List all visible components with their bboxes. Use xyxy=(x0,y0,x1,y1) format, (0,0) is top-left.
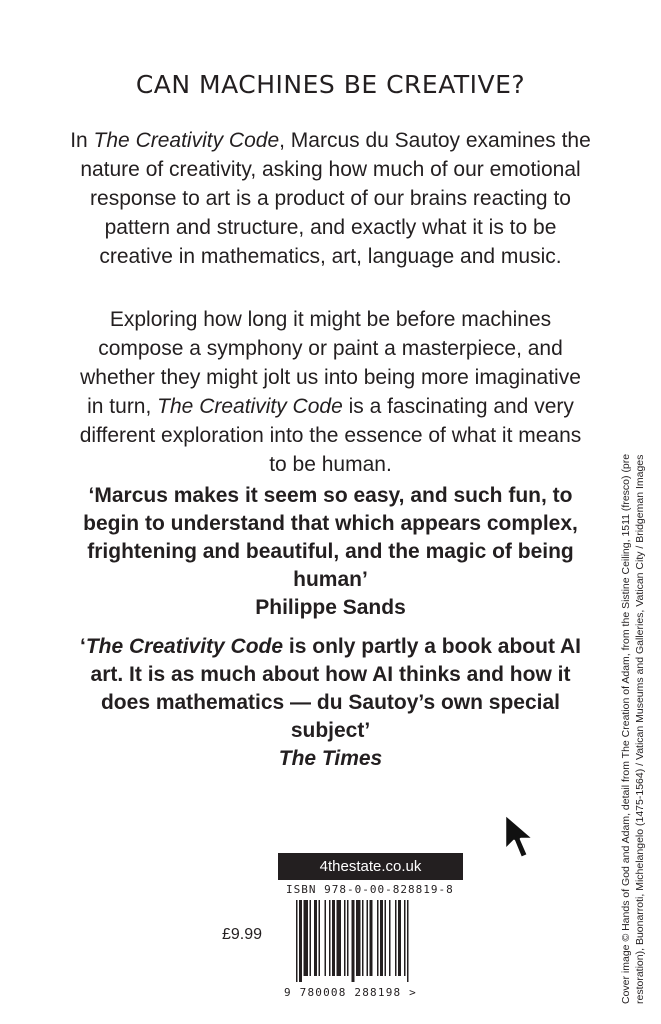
review-quote-1-text: ‘Marcus makes it seem so easy, and such fun, to begin to understand that which appears complex, frightening and beautiful, and the magic of being human’ xyxy=(83,484,578,591)
blurb-paragraph-1 xyxy=(70,126,591,271)
blurb-1-prefix: In xyxy=(70,129,94,152)
review-quote-2-source: The Times xyxy=(278,747,383,770)
barcode-bar xyxy=(337,900,342,976)
blurb-2-text-a: Exploring how long it might be before machines compose a symphony or paint a masterpiece, and whether they might jolt us into being more imaginative in turn, xyxy=(80,308,581,418)
review-quote-2 xyxy=(70,633,591,773)
book-title: The Creativity Code xyxy=(85,635,284,658)
publisher-url[interactable]: 4thestate.co.uk xyxy=(278,853,463,880)
barcode xyxy=(296,900,446,982)
review-quote-2-text: is only partly a book about AI art. It is as much about how AI thinks and how it does mathematics — du Sautoy’s own special subject’ xyxy=(90,635,581,742)
barcode-bar xyxy=(407,900,409,982)
isbn-text: ISBN 978-0-00-828819-8 xyxy=(286,883,454,896)
review-quote-1 xyxy=(70,482,591,622)
book-title: The Creativity Code xyxy=(93,129,280,152)
barcode-bar xyxy=(370,900,373,976)
review-quote-2-open: ‘ xyxy=(80,635,86,658)
barcode-bar xyxy=(314,900,317,976)
barcode-bar xyxy=(385,900,387,976)
barcode-bar xyxy=(404,900,406,976)
cover-image-credit: Cover image © Hands of God and Adam, detail from The Creation of Adam, from the Sistine Ceiling, 1511 (fresco) (pre restoration), Buonarroti, Michelangelo (1475-1564) / Vatican Museums and Galleries, Vatican City / Bridgeman Images xyxy=(620,453,646,1004)
blurb-1-text: , Marcus du Sautoy examines the nature of creativity, asking how much of our emotional response to art is a product of our brains reacting to pattern and structure, and exactly what it is to be creative in mathematics, art, language and music. xyxy=(80,129,591,268)
barcode-bar xyxy=(296,900,298,982)
barcode-bar xyxy=(325,900,327,976)
barcode-bar xyxy=(352,900,355,982)
barcode-bar xyxy=(344,900,346,976)
barcode-bar xyxy=(310,900,312,976)
book-title: The Creativity Code xyxy=(157,395,343,418)
barcode-bar xyxy=(398,900,401,976)
barcode-bar xyxy=(332,900,335,976)
barcode-bar xyxy=(356,900,361,976)
barcode-bar xyxy=(299,900,302,982)
mouse-pointer-icon xyxy=(503,812,543,864)
barcode-bar xyxy=(347,900,349,976)
barcode-bar xyxy=(380,900,383,976)
barcode-bar xyxy=(362,900,364,976)
barcode-bar xyxy=(377,900,379,976)
barcode-bar xyxy=(367,900,369,976)
headline: CAN MACHINES BE CREATIVE? xyxy=(135,70,526,99)
review-quote-1-source: Philippe Sands xyxy=(255,596,406,619)
blurb-paragraph-2 xyxy=(70,305,591,479)
barcode-digits: 9 780008 288198 > xyxy=(284,986,417,999)
barcode-bar xyxy=(389,900,391,976)
barcode-bar xyxy=(304,900,309,976)
blurb-2-text-b: is a fascinating and very different exploration into the essence of what it means to be human. xyxy=(79,395,582,476)
barcode-bar xyxy=(395,900,397,976)
price: £9.99 xyxy=(222,926,263,943)
barcode-bar xyxy=(319,900,321,976)
barcode-bar xyxy=(329,900,331,976)
